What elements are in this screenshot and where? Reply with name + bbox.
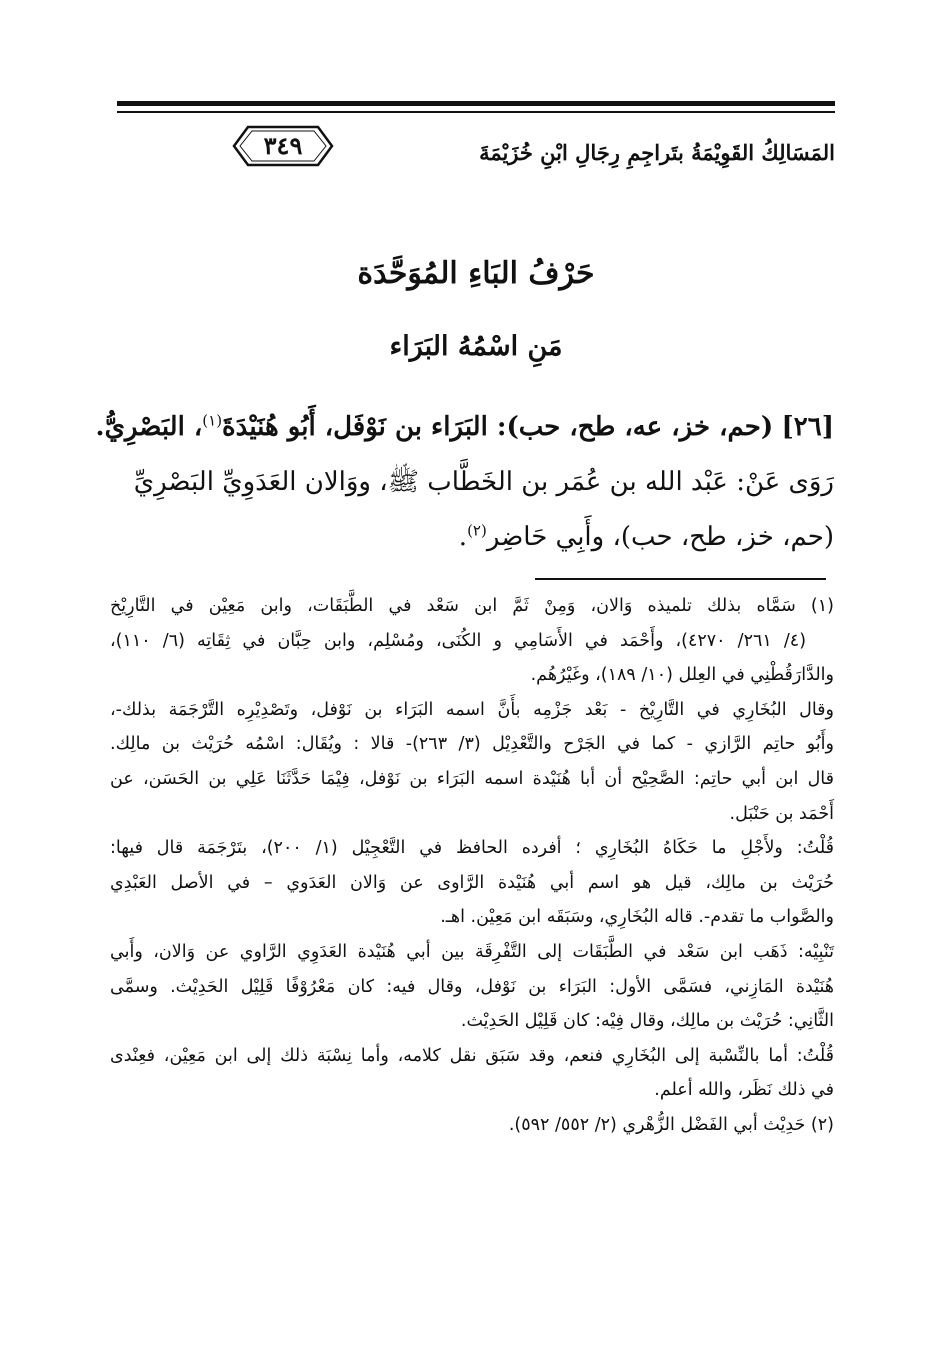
- footnote-line: تَنْبِيْه: ذَهَب ابن سَعْد في الطَّبَقَات إلى التَّفْرِقَة بين أبي هُنَيْدة العَدَوِي الرَّاوي عن وَالان، وأَبي: [110, 941, 834, 962]
- entry-line-2: رَوَى عَنْ: عَبْد الله بن عُمَر بن الخَطَّاب ﷺ، ووَالان العَدَوِيِّ البَصْرِيِّ: [133, 467, 834, 497]
- entry-line-3-text: (حم، خز، طح، حب)، وأَبِي حَاضِر: [486, 522, 834, 552]
- footnote-line: هُنَيْدة المَازِني، فسَمَّى الأول: البَرَاء بن نَوْفل، وقال فيه: كان مَعْرُوْفًا قَلِيْل الحَدِيْث. وسمَّى: [110, 976, 834, 997]
- footnote-ref-1: (١): [202, 411, 223, 430]
- footnote-line: الثَّانِي: حُرَيْث بن مالِك، وقال فِيْه: كان قَلِيْل الحَدِيْث.: [460, 1011, 834, 1032]
- footnote-line: وقال البُخَارِي في التَّارِيْخ - بَعْد جَزْمِه بأَنَّ اسمه البَرَاء بن نَوْفل، وتَصْدِيْرِه التَّرْجَمَة بذلك-،: [110, 699, 834, 720]
- entry-line-3: [108, 510, 834, 565]
- footnote-ref-2: (٢): [467, 521, 487, 540]
- footnote-line: في ذلك نَظَر، والله أعلم.: [654, 1080, 834, 1101]
- footnote-line: قال ابن أبي حاتِم: الصَّحِيْح أن أبا هُنَيْدة اسمه البَرَاء بن نَوْفل، فِيْمَا حَدَّثَنَا عَلِي بن الحَسَن، عن: [110, 768, 834, 789]
- section-title: مَنِ اسْمُهُ البَرَاء: [389, 331, 563, 362]
- footnote-separator: [535, 578, 826, 580]
- footnote-line: والصَّواب ما تقدم-. قاله البُخَارِي، وسَبَقَه ابن مَعِيْن. اهـ.: [440, 907, 834, 928]
- entry-line-3-tail: .: [458, 522, 468, 552]
- footnote-line: (٢) حَدِيْث أبي الفَضْل الزُّهْري (٢/ ٥٥٢/ ٥٩٢).: [508, 1114, 834, 1135]
- header-rule-thin: [117, 111, 835, 113]
- footnote-line: قُلْتُ: أما بالنِّسْبة إلى البُخَارِي فنعم، وقد سَبَق نقل كلامه، وأما نِسْبَة ذلك إلى ابن مَعِيْن، فعِنْدى: [110, 1045, 834, 1066]
- entry-heading: (حم، خز، عه، طح، حب): البَرَاء بن نَوْفَل، أَبُو هُنَيْدَةَ: [222, 412, 774, 442]
- footnote-line: حُرَيْث بن مالِك، قيل هو اسم أبي هُنَيْدة الرَّاوى عن وَالان العَدَوي – في الأصل العَبْدِي: [110, 872, 834, 893]
- footnote-line: (١) سَمَّاه بذلك تلميذه وَالان، وَمِنْ ثَمَّ ابن سَعْد في الطَّبَقَات، وابن مَعِيْن في التَّارِيْخ: [110, 596, 834, 616]
- footnote-line: أَحْمَد بن حَنْبَل.: [729, 803, 834, 824]
- page-number: ٣٤٩: [263, 131, 303, 160]
- entry-number: [٢٦]: [781, 412, 834, 442]
- chapter-title: حَرْفُ البَاءِ المُوَحَّدَة: [357, 256, 595, 291]
- biography-entry: [95, 400, 834, 565]
- footnote-line: وأَبُو حاتِم الرَّازي - كما في الجَرْح والتَّعْدِيْل (٣/ ٢٦٣)- قالا : ويُقَال: اسْمُه حُرَيْث بن مالِك.: [110, 734, 834, 755]
- entry-line-1: [95, 400, 834, 455]
- page-number-badge: [232, 121, 334, 171]
- footnotes: [110, 589, 834, 1143]
- running-title: المَسَالِكُ القَوِيْمَةُ بتَراجِمِ رِجَالِ ابْنِ خُزَيْمَةَ: [479, 140, 835, 165]
- footnote-line: والدَّارَقُطْنِي في العِلل (١٠/ ١٨٩)، وغَيْرُهُم.: [530, 665, 834, 686]
- footnote-line: (٤/ ٢٦١/ ٤٢٧٠)، وأَحْمَد في الأَسَامِي و الكُنَى، ومُسْلِم، وابن حِبَّان في ثِقَاتِه (٦/ ١١٠)،: [110, 630, 807, 651]
- header-rule-thick: [117, 101, 835, 106]
- footnote-line: قُلْتُ: ولأَجْلِ ما حَكَاهُ البُخَارِي ؛ أفرده الحافظ في التَّعْجِيْل (١/ ٢٠٠)، بتَرْجَمَة قال فيها:: [110, 838, 834, 859]
- entry-heading-tail: ، البَصْرِيُّ.: [95, 412, 203, 442]
